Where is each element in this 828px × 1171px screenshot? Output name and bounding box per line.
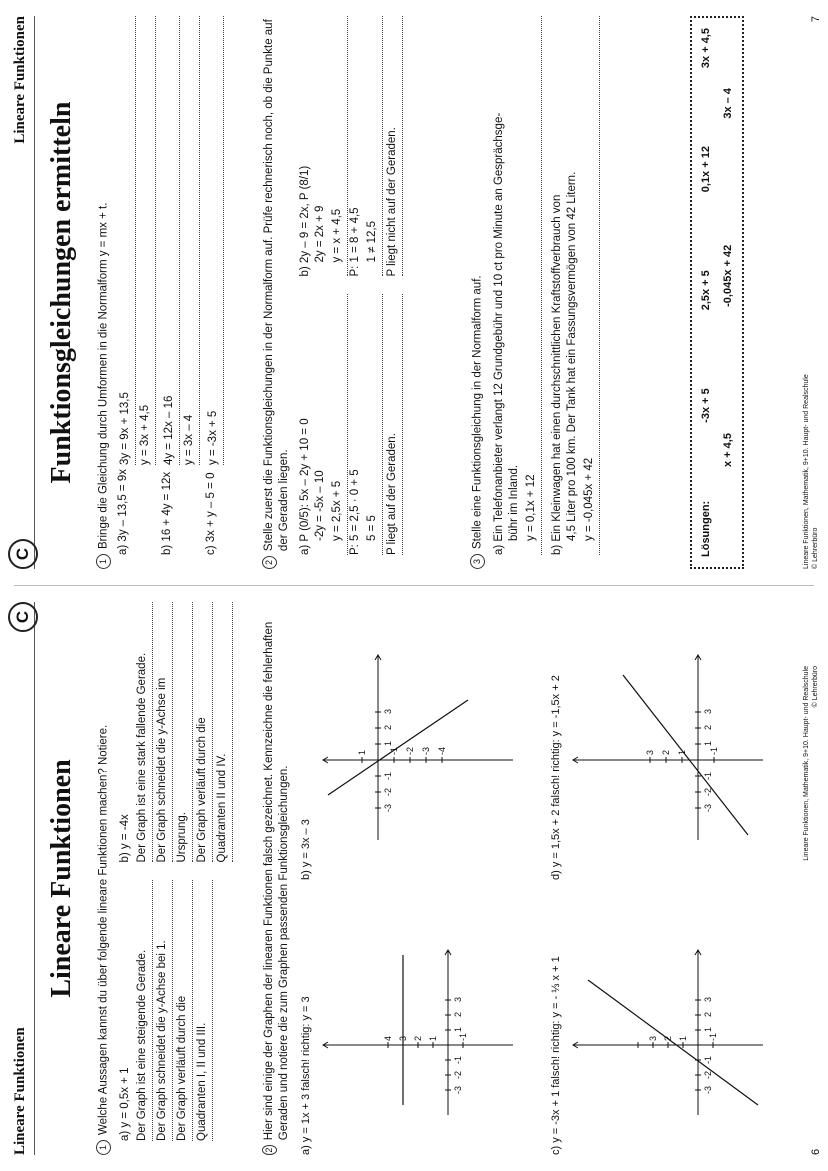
task-prompt: Stelle eine Funktionsgleichung in der Normalform auf. xyxy=(471,275,484,549)
task-2 xyxy=(262,16,403,569)
svg-text:-1: -1 xyxy=(709,746,719,755)
right-header xyxy=(6,16,35,569)
answer-line: y = 3x + 4,5 xyxy=(136,16,156,465)
answer-line: y = 0,1x + 12 xyxy=(522,16,542,555)
item-label: b) y = -4x xyxy=(118,814,131,863)
solution-item: -0,045x + 42 xyxy=(722,244,734,307)
svg-text:4: 4 xyxy=(383,1035,393,1041)
answer-line: Der Graph schneidet die y-Achse im xyxy=(153,602,173,863)
answer-line: Quadranten II und IV. xyxy=(213,602,233,863)
svg-text:2: 2 xyxy=(663,1035,673,1041)
graph-b-plot xyxy=(318,650,518,850)
svg-text:-1: -1 xyxy=(708,1032,718,1041)
svg-text:-2: -2 xyxy=(453,1070,463,1079)
svg-text:1: 1 xyxy=(357,749,367,755)
svg-text:-1: -1 xyxy=(383,771,393,780)
svg-text:1: 1 xyxy=(678,1035,688,1041)
graph-b xyxy=(300,610,447,880)
task-number: 2 xyxy=(262,1145,277,1155)
answer-line: 4y = 12x – 16 xyxy=(160,16,180,465)
svg-text:3: 3 xyxy=(703,996,713,1002)
graph-label: a) y = 1x + 3 falsch! richtig: y = 3 xyxy=(300,996,312,1155)
task-3 xyxy=(470,16,600,569)
answer-line: Der Graph schneidet die y-Achse bei 1. xyxy=(153,881,173,1142)
graph-label: d) y = 1,5x + 2 falsch! richtig: y = -1,5x + 2 xyxy=(550,675,562,880)
answer-line: 2y = 2x + 9 xyxy=(314,205,326,263)
svg-text:1: 1 xyxy=(703,1026,713,1032)
svg-text:-2: -2 xyxy=(383,787,393,796)
right-page xyxy=(0,0,828,585)
task-number: 1 xyxy=(96,1140,111,1155)
graph-grid xyxy=(300,602,800,1155)
left-header xyxy=(6,602,35,1155)
solution-item: x + 4,5 xyxy=(722,433,734,467)
answer-line: Der Graph verläuft durch die xyxy=(193,602,213,863)
answer-line: Der Graph ist eine stark fallende Gerade. xyxy=(133,602,153,863)
task-number: 3 xyxy=(470,554,485,569)
task-number: 1 xyxy=(96,554,111,569)
task-text: 4,5 Liter pro 100 km. Der Tank hat ein Fassungsvermögen von 42 Litern. xyxy=(565,171,578,541)
svg-text:1: 1 xyxy=(703,740,713,746)
equation: c) 3x + y – 5 = 0 xyxy=(204,472,217,555)
page-footer: Lineare Funktionen, Mathematik, 9+10. Haupt- und Realschule © Lehrerbüro xyxy=(803,666,819,861)
left-page xyxy=(0,586,828,1171)
task-2a xyxy=(298,295,403,570)
task-prompt: Welche Aussagen kannst du über folgende lineare Funktionen machen? Notiere. xyxy=(97,724,110,1135)
graph-c xyxy=(550,885,718,1155)
task-1 xyxy=(96,602,233,1155)
solution-item: 3x – 4 xyxy=(722,88,734,119)
svg-text:3: 3 xyxy=(703,708,713,714)
answer-line: P liegt nicht auf der Geraden. xyxy=(383,16,403,277)
graph-c-plot xyxy=(568,945,768,1125)
answer-line: Ursprung. xyxy=(173,602,193,863)
svg-text:-3: -3 xyxy=(703,803,713,812)
graph-label: c) y = -3x + 1 falsch! richtig: y = - ⅓ x + 1 xyxy=(550,956,562,1155)
task-2b xyxy=(298,16,403,277)
svg-text:-2: -2 xyxy=(405,746,415,755)
task-prompt: Stelle zuerst die Funktionsgleichungen in der Normalform auf. Prüfe rechnerisch noch, ob die Punkte auf der Geraden liegen. xyxy=(263,19,290,552)
header-title: Lineare Funktionen xyxy=(12,1027,28,1155)
svg-text:-3: -3 xyxy=(383,803,393,812)
task-1 xyxy=(96,16,224,569)
item-label: a) y = 0,5x + 1 xyxy=(118,1067,131,1141)
answer-line: 3y = 9x + 13,5 xyxy=(116,16,136,465)
svg-text:-3: -3 xyxy=(421,746,431,755)
task-1b xyxy=(118,602,233,863)
svg-text:3: 3 xyxy=(648,1035,658,1041)
svg-text:-3: -3 xyxy=(453,1085,463,1094)
svg-text:-1: -1 xyxy=(389,746,399,755)
task-text: b) Ein Kleinwagen hat einen durchschnittlichen Kraftstoffverbrauch von xyxy=(550,194,563,555)
answer-line: P: 1 = 8 + 4,5 xyxy=(349,207,361,277)
svg-text:-1: -1 xyxy=(703,771,713,780)
svg-text:2: 2 xyxy=(383,724,393,730)
graph-label: b) y = 3x – 3 xyxy=(300,819,312,880)
svg-text:2: 2 xyxy=(661,749,671,755)
answer-line: P liegt auf der Geraden. xyxy=(383,295,403,556)
solution-item: 0,1x + 12 xyxy=(700,146,712,193)
answer-line: y = -3x + 5 xyxy=(204,16,224,465)
solution-item: 2,5x + 5 xyxy=(700,270,712,311)
task-3a xyxy=(492,16,542,569)
answer-line: Der Graph ist eine steigende Gerade. xyxy=(133,881,153,1142)
svg-text:3: 3 xyxy=(645,749,655,755)
page-title: Lineare Funktionen xyxy=(46,759,77,998)
equation: a) 3y – 13,5 = 9x xyxy=(116,469,129,555)
task-text: a) Ein Telefonanbieter verlangt 12 Grundgebühr und 10 ct pro Minute an Gesprächsge- xyxy=(492,112,505,555)
svg-text:2: 2 xyxy=(703,724,713,730)
answer-line: -2y = -5x – 10 xyxy=(314,470,326,541)
graph-a xyxy=(300,885,468,1155)
task-prompt: Hier sind einige der Graphen der linearen Funktionen falsch gezeichnet. Kennzeichne die fehlerhaften Geraden und notiere die zum Graphen passenden Funktionsgleichungen. xyxy=(263,621,290,1141)
svg-text:-2: -2 xyxy=(703,1070,713,1079)
svg-text:-1: -1 xyxy=(453,1055,463,1064)
svg-text:3: 3 xyxy=(383,708,393,714)
svg-text:-1: -1 xyxy=(703,1055,713,1064)
answer-line: y = -0,045x + 42 xyxy=(580,16,600,555)
svg-text:1: 1 xyxy=(453,1026,463,1032)
page-number: 7 xyxy=(810,16,822,23)
equation: b) 2y – 9 = 2x, P (8/1) xyxy=(299,165,311,277)
answer-line: y = x + 4,5 xyxy=(328,16,348,277)
task-prompt: Bringe die Gleichung durch Umformen in die Normalform y = mx + t. xyxy=(97,202,110,549)
answer-line: P: 5 = 2,5 · 0 + 5 xyxy=(349,469,361,555)
solutions-box xyxy=(690,16,744,569)
header-title: Lineare Funktionen xyxy=(12,16,28,144)
task-1a xyxy=(118,881,233,1156)
task-3b xyxy=(550,16,600,569)
solutions-label: Lösungen: xyxy=(700,500,712,557)
answer-line: Der Graph verläuft durch die xyxy=(173,881,193,1142)
graph-a-plot xyxy=(318,945,518,1125)
task-number: 2 xyxy=(262,556,277,569)
answer-line: y = 2,5x + 5 xyxy=(328,295,348,556)
answer-line: 5 = 5 xyxy=(363,295,383,556)
answer-line: y = 3x – 4 xyxy=(180,16,200,465)
page-title: Funktionsgleichungen ermitteln xyxy=(46,101,77,484)
page-number: 6 xyxy=(810,1148,822,1155)
svg-text:-3: -3 xyxy=(703,1085,713,1094)
graph-d-plot xyxy=(568,650,768,850)
svg-text:-1: -1 xyxy=(458,1032,468,1041)
answer-line: Quadranten I, II und III. xyxy=(193,881,213,1142)
svg-text:-4: -4 xyxy=(437,746,447,755)
svg-text:3: 3 xyxy=(453,996,463,1002)
svg-text:1: 1 xyxy=(428,1035,438,1041)
chapter-logo: C xyxy=(8,539,38,569)
page-divider xyxy=(14,585,814,586)
equation: a) P (0/5): 5x – 2y + 10 = 0 xyxy=(299,418,311,555)
answer-line: 1 ≠ 12,5 xyxy=(363,16,383,277)
svg-text:1: 1 xyxy=(677,749,687,755)
page-footer: Lineare Funktionen, Mathematik, 9+10. Haupt- und Realschule © Lehrerbüro xyxy=(803,374,819,569)
svg-text:-2: -2 xyxy=(703,787,713,796)
graph-d xyxy=(550,610,719,880)
svg-text:2: 2 xyxy=(703,1011,713,1017)
task-2 xyxy=(262,602,292,1155)
svg-text:2: 2 xyxy=(413,1035,423,1041)
solution-item: 3x + 4,5 xyxy=(700,28,712,69)
solution-item: -3x + 5 xyxy=(700,388,712,423)
svg-text:1: 1 xyxy=(383,740,393,746)
task-text: bühr im Inland. xyxy=(507,464,520,541)
svg-text:3: 3 xyxy=(398,1035,408,1041)
equation: b) 16 + 4y = 12x xyxy=(160,471,173,555)
svg-text:2: 2 xyxy=(453,1011,463,1017)
chapter-logo: C xyxy=(8,602,38,632)
